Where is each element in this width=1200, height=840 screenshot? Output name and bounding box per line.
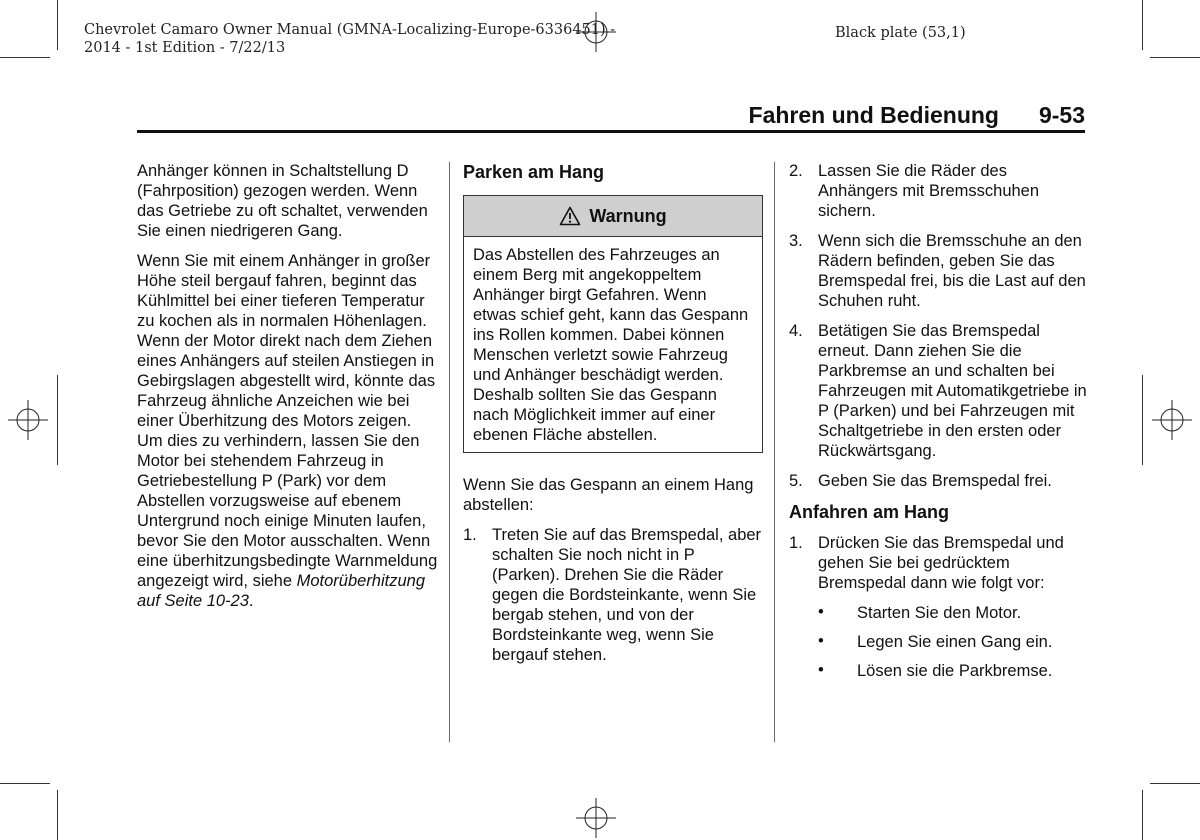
crop-mark <box>1142 0 1143 50</box>
numbered-list <box>789 533 1087 593</box>
bullet-mark: • <box>818 632 824 650</box>
list-text: Treten Sie auf das Bremspedal, aber schalten Sie noch nicht in P (Parken). Drehen Sie die Räder gegen die Bordsteinkante, wenn Sie bergab stehen, und von der Bordsteinkante weg, wenn Sie bergauf stehen. <box>492 526 762 664</box>
page-number: 9-53 <box>1038 102 1085 128</box>
list-item <box>789 231 1087 311</box>
warning-box <box>463 195 763 453</box>
bullet-text: Starten Sie den Motor. <box>857 604 1022 622</box>
bullet-text: Lösen sie die Parkbremse. <box>857 662 1053 680</box>
plate-info: Black plate (53,1) <box>835 25 966 41</box>
crop-mark <box>1142 790 1143 840</box>
column-1 <box>137 161 439 621</box>
list-text: Wenn sich die Bremsschuhe an den Rädern befinden, geben Sie das Bremspedal frei, bis die Last auf den Schuhen ruht. <box>818 232 1086 310</box>
warning-text: Das Abstellen des Fahrzeuges an einem Berg mit angekoppeltem Anhänger birgt Gefahren. Wenn etwas schief geht, kann das Gespann ins Rollen kommen. Dabei können Menschen verletzt sowie Fahrzeug und Anhänger beschädigt werden. Deshalb sollten Sie das Gespann nach Möglichkeit immer auf einer ebenen Fläche abstellen. <box>473 246 749 444</box>
list-text: Drücken Sie das Bremspedal und gehen Sie bei gedrücktem Bremspedal dann wie folgt vor: <box>818 534 1064 592</box>
crop-mark <box>1142 375 1143 465</box>
list-item <box>789 161 1087 221</box>
warning-title: Warnung <box>589 206 667 226</box>
list-number: 5. <box>789 472 803 490</box>
registration-mark-icon <box>576 12 616 52</box>
numbered-list <box>463 525 763 665</box>
section-title: Fahren und Bedienung <box>748 102 999 128</box>
paragraph-text: Wenn Sie mit einem Anhänger in großer Höhe steil bergauf fahren, beginnt das Kühlmittel bei einer tieferen Temperatur zu kochen als in normalen Höhenlagen. Wenn der Motor direkt nach dem Ziehen eines Anhängers auf steilen Anstiegen in Gebirgslagen abgestellt wird, könnte das Fahrzeug ähnliche Anzeichen wie bei einer Überhitzung des Motors zeigen. Um dies zu verhindern, lassen Sie den Motor bei stehendem Fahrzeug in Getriebestellung P (Park) vor dem Abstellen vorzugsweise auf ebenem Untergrund noch einige Minuten laufen, bevor Sie den Motor ausschalten. Wenn eine überhitzungsbedingte Warnmeldung angezeigt wird, siehe <box>137 252 438 590</box>
list-number: 2. <box>789 162 803 180</box>
list-item <box>789 533 1087 593</box>
section-heading: Parken am Hang <box>463 162 605 182</box>
column-divider <box>449 162 450 742</box>
cross-reference-link[interactable]: Motorüberhitzung auf Seite 10-23 <box>137 572 426 610</box>
print-info-line-1: Chevrolet Camaro Owner Manual (GMNA-Localizing-Europe-6336451) - <box>84 22 616 38</box>
column-2 <box>463 161 763 675</box>
bullet-mark: • <box>818 603 824 621</box>
bullet-item <box>789 661 1087 681</box>
crop-mark <box>57 0 58 50</box>
list-number: 1. <box>789 534 803 552</box>
crop-mark <box>1150 57 1200 58</box>
bullet-mark: • <box>818 661 824 679</box>
registration-mark-icon <box>8 400 48 440</box>
bullet-item <box>789 603 1087 623</box>
list-number: 1. <box>463 526 477 544</box>
list-item <box>789 471 1087 491</box>
list-item <box>789 321 1087 461</box>
list-item <box>463 525 763 665</box>
paragraph: Wenn Sie das Gespann an einem Hang abstellen: <box>463 476 754 514</box>
paragraph <box>137 251 439 611</box>
print-info <box>84 21 615 57</box>
list-number: 4. <box>789 322 803 340</box>
running-header <box>137 100 1085 133</box>
list-text: Betätigen Sie das Bremspedal erneut. Dann ziehen Sie die Parkbremse an und schalten bei Fahrzeugen mit Automatikgetriebe in P (Parken) und bei Fahrzeugen mit Schaltgetriebe in den ersten oder Rückwärtsgang. <box>818 322 1087 460</box>
crop-mark <box>0 783 50 784</box>
list-number: 3. <box>789 232 803 250</box>
registration-mark-icon <box>576 798 616 838</box>
column-divider <box>774 162 775 742</box>
paragraph-end: . <box>248 592 254 610</box>
crop-mark <box>0 57 50 58</box>
bullet-text: Legen Sie einen Gang ein. <box>857 633 1053 651</box>
list-text: Lassen Sie die Räder des Anhängers mit Bremsschuhen sichern. <box>818 162 1040 220</box>
column-3 <box>789 161 1087 690</box>
section-heading: Anfahren am Hang <box>789 502 950 522</box>
paragraph: Anhänger können in Schaltstellung D (Fahrposition) gezogen werden. Wenn das Getriebe zu oft schaltet, verwenden Sie einen niedrigeren Gang. <box>137 162 428 240</box>
print-info-line-2: 2014 - 1st Edition - 7/22/13 <box>84 40 286 56</box>
warning-header <box>464 196 762 237</box>
numbered-list <box>789 161 1087 491</box>
warning-triangle-icon <box>559 206 581 226</box>
crop-mark <box>57 790 58 840</box>
registration-mark-icon <box>1152 400 1192 440</box>
list-text: Geben Sie das Bremspedal frei. <box>818 472 1052 490</box>
crop-mark <box>1150 783 1200 784</box>
crop-mark <box>57 375 58 465</box>
bullet-item <box>789 632 1087 652</box>
bullet-list <box>789 603 1087 681</box>
